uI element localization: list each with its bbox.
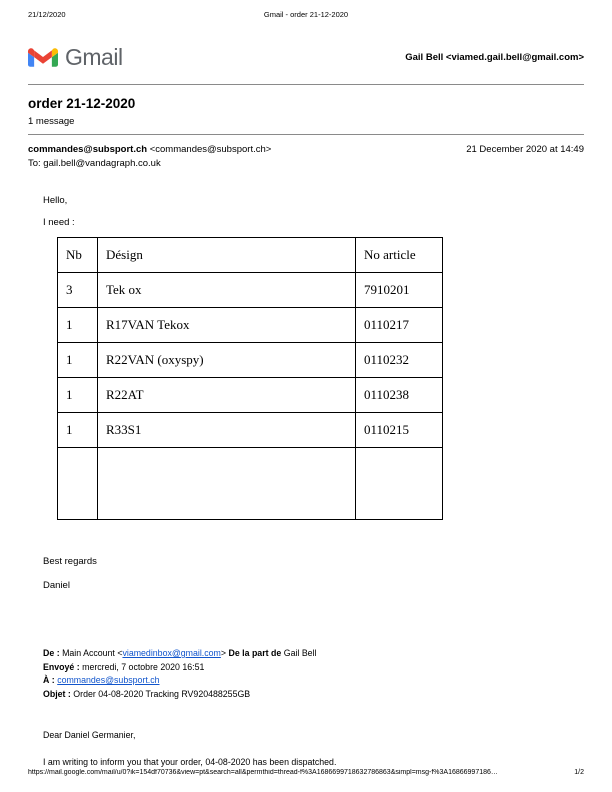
sender <box>28 144 271 155</box>
order-cell-design: R22AT <box>98 378 356 413</box>
de-label: De : <box>43 648 60 658</box>
greeting-text: Hello, <box>43 195 68 206</box>
table-row <box>58 413 443 448</box>
message-count: 1 message <box>28 116 75 127</box>
order-cell-article: 7910201 <box>356 273 443 308</box>
recipient-line: To: gail.bell@vandagraph.co.uk <box>28 158 161 169</box>
order-cell-design: Tek ox <box>98 273 356 308</box>
a-label: À : <box>43 675 55 685</box>
quoted-envoye-line <box>43 661 584 675</box>
order-cell-qty: 1 <box>58 378 98 413</box>
objet-label: Objet : <box>43 688 71 699</box>
gmail-wordmark: Gmail <box>65 44 123 70</box>
de-part-label: De la part de <box>228 648 282 658</box>
order-cell-qty: 1 <box>58 343 98 378</box>
order-cell-empty <box>98 448 356 520</box>
sender-name: commandes@subsport.ch <box>28 144 148 155</box>
table-row <box>58 343 443 378</box>
column-header-article: No article <box>356 238 443 273</box>
order-table <box>57 237 443 520</box>
print-header <box>28 10 584 22</box>
account-owner: Gail Bell <viamed.gail.bell@gmail.com> <box>405 52 584 63</box>
sender-email-link[interactable]: viamedinbox@gmail.com <box>122 648 221 658</box>
order-cell-qty: 3 <box>58 273 98 308</box>
message-header <box>28 144 584 155</box>
quoted-header <box>43 647 584 769</box>
sender-email: <commandes@subsport.ch> <box>147 144 272 155</box>
column-header-nb: Nb <box>58 238 98 273</box>
order-cell-article: 0110217 <box>356 308 443 343</box>
column-header-design: Désign <box>98 238 356 273</box>
quoted-salutation: Dear Daniel Germanier, <box>43 730 136 740</box>
print-footer <box>28 769 584 776</box>
print-date: 21/12/2020 <box>28 10 66 19</box>
gmail-header <box>28 44 584 71</box>
gmail-m-icon <box>28 46 58 69</box>
quoted-objet-line <box>43 688 584 702</box>
de-post: > <box>220 648 229 658</box>
divider <box>28 134 584 135</box>
closing-text: Best regards <box>43 556 97 567</box>
table-row <box>58 308 443 343</box>
intro-text: I need : <box>43 217 75 228</box>
quoted-a-line <box>43 674 584 688</box>
message-date: 21 December 2020 at 14:49 <box>466 144 584 155</box>
table-row <box>58 378 443 413</box>
thread-subject: order 21-12-2020 <box>28 96 136 111</box>
de-pre: Main Account < <box>59 648 123 658</box>
order-cell-design: R33S1 <box>98 413 356 448</box>
page-number: 1/2 <box>574 769 584 776</box>
objet-value: Order 04-08-2020 Tracking RV920488255GB <box>70 688 251 699</box>
envoye-label: Envoyé : <box>43 661 80 672</box>
gmail-logo <box>28 44 123 71</box>
order-cell-article: 0110215 <box>356 413 443 448</box>
order-cell-design: R22VAN (oxyspy) <box>98 343 356 378</box>
de-part-value: Gail Bell <box>281 648 317 658</box>
order-cell-design: R17VAN Tekox <box>98 308 356 343</box>
order-cell-qty: 1 <box>58 308 98 343</box>
table-row <box>58 273 443 308</box>
quoted-body-line: I am writing to inform you that your order, 04-08-2020 has been dispatched. <box>43 756 337 767</box>
divider <box>28 84 584 85</box>
table-header-row <box>58 238 443 273</box>
order-cell-article: 0110232 <box>356 343 443 378</box>
order-cell-empty <box>58 448 98 520</box>
table-empty-row <box>58 448 443 520</box>
footer-url: https://mail.google.com/mail/u/0?ik=154df70736&view=pt&search=all&permthid=thread-f%3A1686699718632786863&simpl=msg-f%3A16866997186… <box>28 769 498 776</box>
recipient-email-link[interactable]: commandes@subsport.ch <box>57 675 160 685</box>
print-title: Gmail - order 21-12-2020 <box>263 10 349 19</box>
order-cell-article: 0110238 <box>356 378 443 413</box>
quoted-de-line <box>43 647 584 661</box>
signature-text: Daniel <box>43 580 70 591</box>
order-cell-empty <box>356 448 443 520</box>
envoye-value: mercredi, 7 octobre 2020 16:51 <box>79 661 205 672</box>
message-body <box>43 195 584 591</box>
order-cell-qty: 1 <box>58 413 98 448</box>
